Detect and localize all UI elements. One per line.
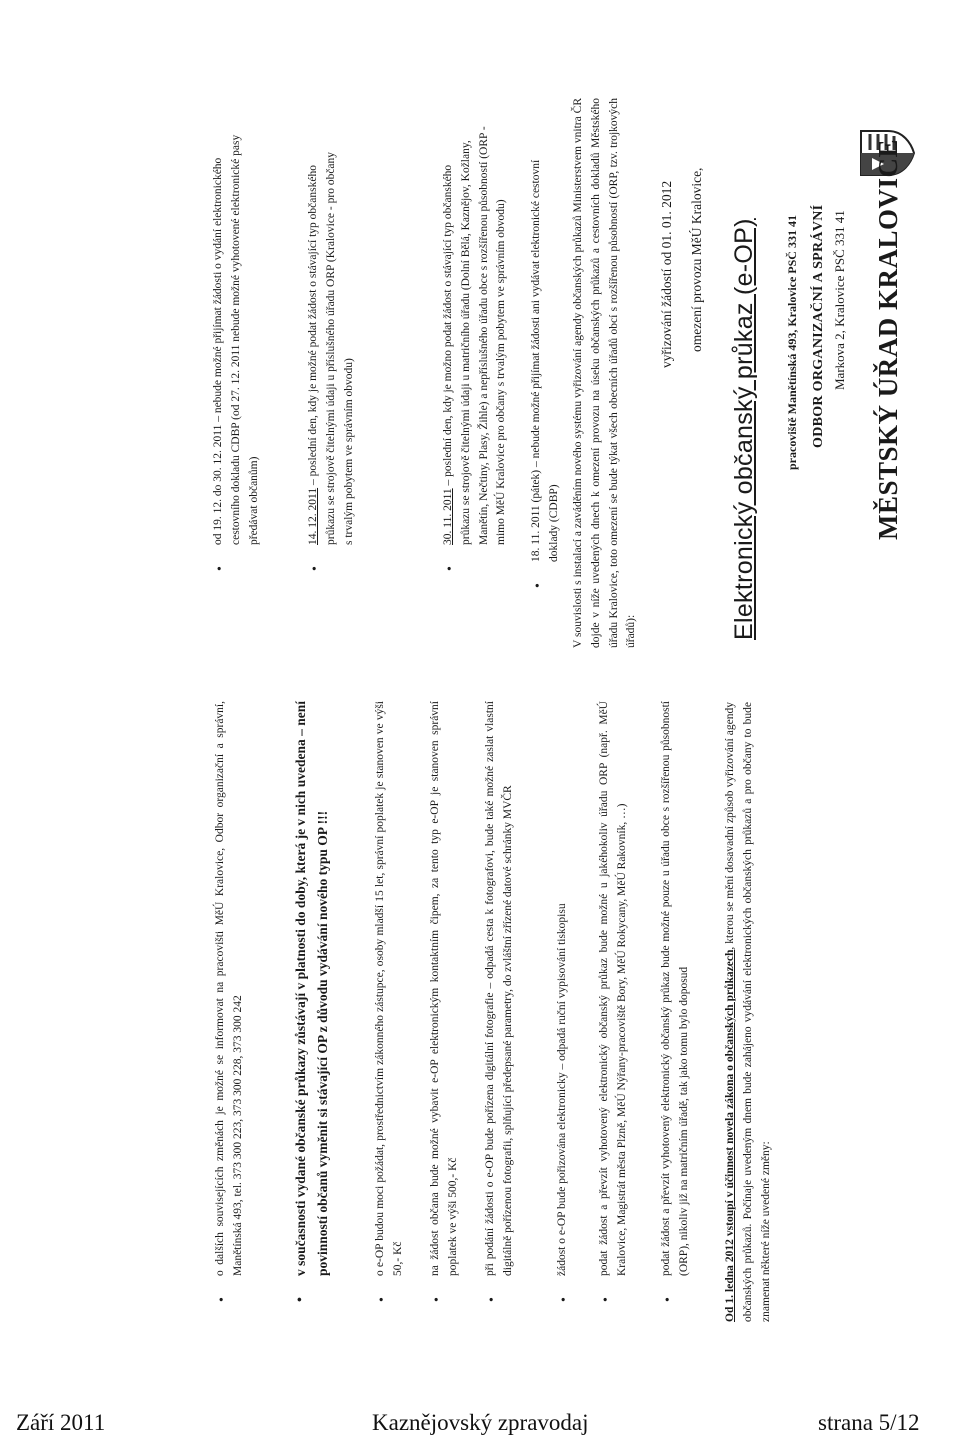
law-intro-paragraph [722,702,775,1322]
notice-heading: Elektronický občanský průkaz (e-OP) [730,218,758,640]
schedule-item-4 [210,125,263,545]
schedule-date-3: 14. 12. 2011 [307,487,319,545]
schedule-text-3: – poslední den, kdy je možné podat žádost o stávající typ občanského průkazu se strojově čitelnými údaji u příslušného úřadu ORP (Kralovice - pro občany s trvalým pobytem ve správním obvodu) [307,151,355,545]
change-item-2: • podat žádost a převzít vyhotovený elektronický občanský průkaz bude možné u jakéhokoliv úřadu ORP (např. MěÚ Kralovice, Magistrát města Plzně, MěÚ Nýřany-pracoviště Bory, MěÚ Rokycany, MěÚ Rakovník, …) [596,701,632,1276]
office-title: MĚSTSKÝ ÚŘAD KRALOVICE [873,138,903,540]
schedule-date-2: 30. 11. 2011 [442,488,454,545]
change-item-1: • podat žádost a převzít vyhotovený elektronický občanský průkaz bude možné pouze u úřadu obce s rozšířenou působností (ORP), nikoliv již na matričním úřadě, tak jako tomu bylo doposud [658,701,694,1276]
department-name: ODBOR ORGANIZAČNÍ A SPRÁVNÍ [811,204,826,448]
intro-paragraph: V souvislosti s instalací a zaváděním nového systému vyřizování agendy občanských průkazů Ministerstvem vnitra ČR dojde v níže uvedených dnech k omezení provozu na úseku občanských průkazů a cestovních dokladů Městského úřadu Kralovice, toto omezení se bude týkat všech obecních úřadů obcí s rozšířenou působností (ORP, tzv. trojkových úřadů): [572,98,638,648]
footer-page-number: strana 5/12 [818,1410,920,1435]
notice-subtitle-1: omezení provozu MěÚ Kralovice, [689,167,704,352]
notice-subtitle-2: vyřizování žádostí od 01. 01. 2012 [659,180,674,368]
footer-publication: Kaznějovský zpravodaj [372,1410,589,1435]
schedule-text-2: – poslední den, kdy je možno podat žádost o stávající typ občanského průkazu se strojově čitelnými údaji u matričního úřadu (Dolní Bělá, Kaznějov, Kožlany, Manětín, Nečtiny, Plasy, Žihle) a nepříslušného úřadu obce s rozšířenou působností (ORP - mimo MěÚ Kralovice pro občany s trvalým pobytem ve správním obvodu) [442,126,508,545]
schedule-item-1 [528,132,564,562]
law-intro-rest: , kterou se mění dosavadní způsob vyřizování agendy občanských průkazů. Počínaje uvedeným dnem bude zahájeno vydávání elektronických občanských průkazů a pro občany to bude znamenat některé níže uvedené změny: [724,702,772,1322]
schedule-item-3 [305,145,358,545]
schedule-text-4: – nebude možné přijímat žádosti o vydání elektronického cestovního dokladu CDBP (od 27. 12. 2011 nebude možné vyhotovené elektronické pasy předávat občanům) [212,134,260,545]
change-item-5: • na žádost občana bude možné vybavit e-OP elektronickým kontaktním čipem, za tento typ e-OP je stanoven správní poplatek ve výši 500,- Kč [427,701,463,1276]
change-item-4: • při podání žádosti o e-OP bude pořízena digitální fotografie – odpadá cesta k fotografovi, bude také možné zaslat vlastní digitálně pořízenou fotografii, splňující předepsané parametry, do zvláštní zřízené datové schránky MVČR [482,701,518,1276]
contact-info-item: • o dalších souvisejících změnách je možné se informovat na pracovišti MěÚ Kralovice, Odbor organizační a správní, Manětínská 493, tel. 373 300 223, 373 300 228, 373 300 242 [212,701,248,1276]
schedule-text-1: (pátek) – nebude možné přijímat žádosti ani vydávat elektronické cestovní doklady (CDBP) [530,159,560,562]
footer-date: Září 2011 [16,1410,106,1435]
schedule-date-1: 18. 11. 2011 [530,505,542,562]
validity-notice: • v současnosti vydané občanské průkazy zůstávají v platnosti do doby, která je v nich uvedena – není povinností občanů vyměnit si stávající OP z důvodu vydávání nového typu OP !!! [290,701,333,1276]
law-intro-bold: Od 1. ledna 2012 vstoupí v účinnost novela zákona o občanských průkazech [724,949,736,1322]
office-address: Markova 2, Kralovice PSČ 331 41 [832,210,847,390]
schedule-date-4: od 19. 12. do 30. 12. 2011 [212,424,224,545]
workplace-address: pracoviště Manětínská 493, Kralovice PSČ 331 41 [785,215,799,470]
change-item-3: • žádost o e-OP bude pořizována elektronicky – odpadá ruční vypisování tiskopisu [554,701,572,1276]
change-item-6: • o e-OP budou moci požádat, prostřednictvím zákonného zástupce, osoby mladší 15 let, správní poplatek je stanoven ve výši 50,- Kč [372,701,408,1276]
schedule-item-2 [440,125,511,545]
